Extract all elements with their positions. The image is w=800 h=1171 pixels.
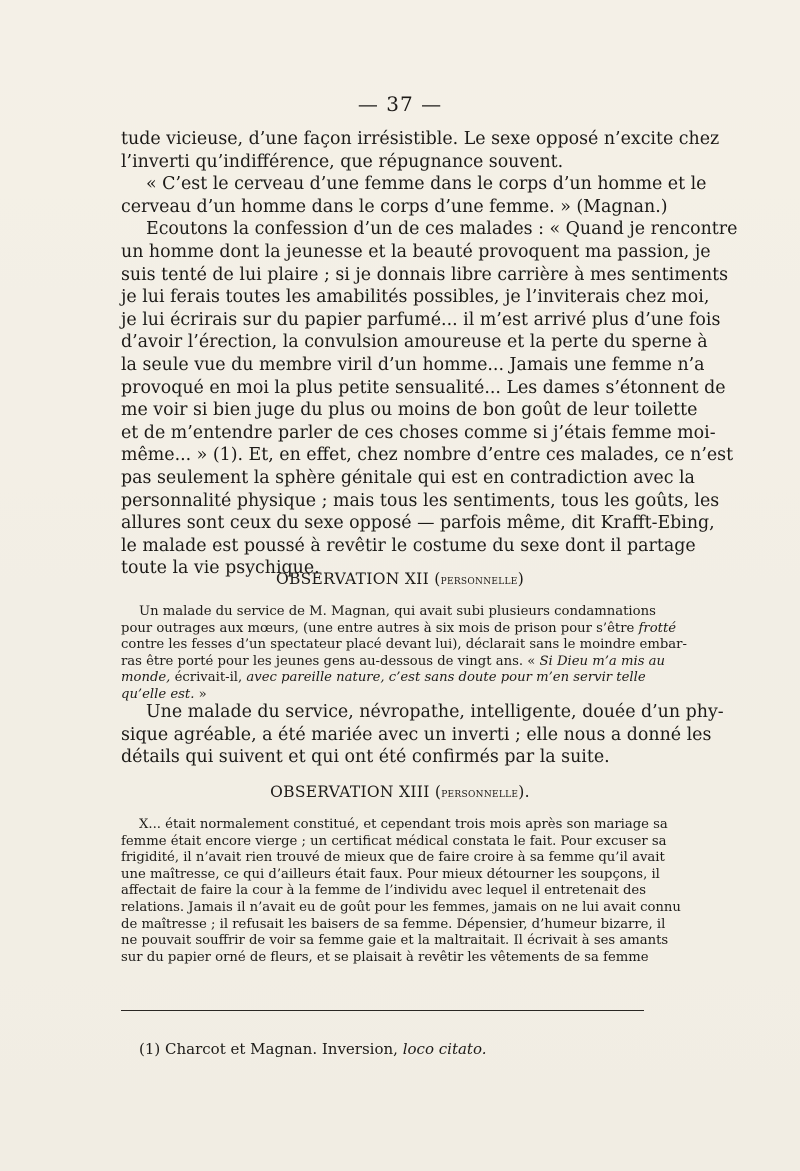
text-line: tude vicieuse, d’une façon irrésistible. Le sexe opposé n’excite chez: [121, 129, 720, 149]
text-line: sur du papier orné de fleurs, et se plaisait à revêtir les vêtements de sa femme: [121, 949, 649, 965]
observation-13-heading: OBSERVATION XIII (personnelle).: [270, 783, 530, 801]
text-line: une maîtresse, ce qui d’ailleurs était faux. Pour mieux détourner les soupçons, il: [121, 866, 660, 882]
observation-12-text: [121, 604, 687, 704]
text-line: détails qui suivent et qui ont été confirmés par la suite.: [121, 747, 610, 768]
text-line: affectait de faire la cour à la femme de l’individu avec lequel il entretenait des: [121, 883, 646, 899]
text-line: qu’elle est. »: [121, 686, 207, 702]
text-line: Un malade du service de M. Magnan, qui avait subi plusieurs condamnations: [139, 604, 656, 619]
text-line: allures sont ceux du sexe opposé — parfois même, dit Krafft-Ebing,: [121, 513, 715, 534]
text-line: provoqué en moi la plus petite sensualité... Les dames s’étonnent de: [121, 377, 726, 398]
text-line: femme était encore vierge ; un certificat médical constata le fait. Pour excuser sa: [121, 833, 667, 849]
text-line: monde, écrivait-il, avec pareille nature, c’est sans doute pour m’en servir telle: [121, 670, 646, 686]
text-line: toute la vie psychique.: [121, 558, 320, 579]
footnote-marker: (1): [139, 1040, 161, 1058]
text-line: relations. Jamais il n’avait eu de goût pour les femmes, jamais on ne lui avait connu: [121, 899, 681, 915]
text-line: un homme dont la jeunesse et la beauté provoquent ma passion, je: [121, 241, 711, 262]
text-line: frigidité, il n’avait rien trouvé de mieux que de faire croire à sa femme qu’il avait: [121, 850, 665, 866]
text-line: cerveau d’un homme dans le corps d’une femme. » (Magnan.): [121, 196, 668, 217]
text-line: Une malade du service, névropathe, intelligente, douée d’un phy-: [146, 702, 724, 722]
text-line: la seule vue du membre viril d’un homme... Jamais une femme n’a: [121, 354, 705, 375]
text-line: je lui écrirais sur du papier parfumé... il m’est arrivé plus d’une fois: [121, 309, 721, 330]
text-line: me voir si bien juge du plus ou moins de bon goût de leur toilette: [121, 400, 698, 421]
middle-paragraph: [121, 701, 724, 769]
text-line: « C’est le cerveau d’une femme dans le corps d’un homme et le: [146, 174, 707, 195]
text-line: personnalité physique ; mais tous les sentiments, tous les goûts, les: [121, 490, 720, 511]
text-line: ras être porté pour les jeunes gens au-dessous de vingt ans. « Si Dieu m’a mis au: [121, 653, 666, 669]
observation-12-heading: OBSERVATION XII (personnelle): [275, 570, 525, 588]
text-line: ne pouvait souffrir de voir sa femme gaie et la maltraitait. Il écrivait à ses amants: [121, 933, 669, 949]
footnote: (1) Charcot et Magnan. Inversion, loco citato.: [139, 1040, 487, 1058]
text-line: Ecoutons la confession d’un de ces malades : « Quand je rencontre: [146, 219, 738, 240]
text-line: pour outrages aux mœurs, (une entre autres à six mois de prison pour s’être frotté: [121, 620, 677, 636]
text-line: suis tenté de lui plaire ; si je donnais libre carrière à mes sentiments: [121, 264, 729, 285]
text-line: de maîtresse ; il refusait les baisers de sa femme. Dépensier, d’humeur bizarre, il: [121, 916, 666, 932]
footnote-divider: [121, 1010, 644, 1011]
text-line: contre les fesses d’un spectateur placé devant lui), déclarait sans le moindre embar-: [121, 637, 687, 653]
text-line: même... » (1). Et, en effet, chez nombre d’entre ces malades, ce n’est: [121, 445, 734, 466]
page-number: — 37 —: [357, 92, 443, 116]
text-line: je lui ferais toutes les amabilités possibles, je l’inviterais chez moi,: [121, 287, 710, 308]
text-line: l’inverti qu’indifférence, que répugnance souvent.: [121, 151, 564, 172]
text-line: pas seulement la sphère génitale qui est en contradiction avec la: [121, 467, 695, 488]
text-line: X... était normalement constitué, et cependant trois mois après son mariage sa: [139, 817, 668, 832]
text-line: d’avoir l’érection, la convulsion amoureuse et la perte du sperne à: [121, 332, 708, 353]
observation-13-text: [121, 817, 681, 966]
text-line: le malade est poussé à revêtir le costume du sexe dont il partage: [121, 535, 696, 556]
main-text: [121, 128, 738, 580]
text-line: sique agréable, a été mariée avec un inverti ; elle nous a donné les: [121, 724, 712, 745]
text-line: et de m’entendre parler de ces choses comme si j’étais femme moi-: [121, 422, 716, 443]
